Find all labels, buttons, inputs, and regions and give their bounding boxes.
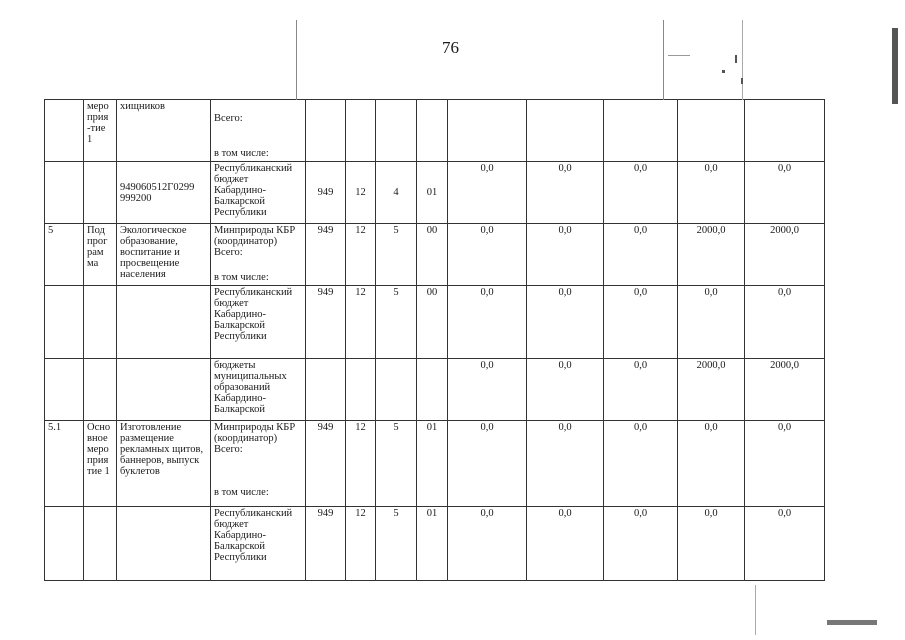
table-row [45,162,825,224]
cell-value: 0,0 [678,162,745,224]
cell-type: меро прия -тие 1 [84,100,117,162]
cell-type: Под прог рам ма [84,224,117,286]
cell-pr: 5 [376,224,417,286]
cell-pr [376,359,417,421]
cell-name: хищников [117,100,211,162]
cell-grbs: 949 [306,286,346,359]
source-line: в том числе: [214,487,269,498]
cell-value [745,100,825,162]
cell-value: 0,0 [604,286,678,359]
cell-value: 0,0 [745,507,825,581]
cell-pr: 5 [376,286,417,359]
cell-type [84,507,117,581]
cell-source: Республиканский бюджет Кабардино-Балкарской Республики [211,286,306,359]
scan-artifact-mark [827,620,877,625]
cell-value: 0,0 [527,507,604,581]
cell-name [117,507,211,581]
cell-vr: 01 [417,507,448,581]
cell-value: 0,0 [448,507,527,581]
table-row [45,224,825,286]
cell-value: 0,0 [448,224,527,286]
cell-type [84,359,117,421]
cell-grbs: 949 [306,507,346,581]
table-row [45,286,825,359]
scan-artifact-line [755,585,756,635]
cell-value: 0,0 [678,507,745,581]
cell-value: 0,0 [448,421,527,507]
cell-value: 0,0 [604,359,678,421]
cell-value: 0,0 [745,162,825,224]
cell-source: бюджеты муниципальных образований Кабардино-Балкарской [211,359,306,421]
cell-value: 0,0 [527,421,604,507]
cell-type: Осно вное меро прия тие 1 [84,421,117,507]
cell-value: 0,0 [527,286,604,359]
scan-artifact-mark [735,55,737,63]
cell-value: 0,0 [745,286,825,359]
cell-type [84,162,117,224]
cell-vr: 00 [417,224,448,286]
cell-no [45,162,84,224]
cell-value: 0,0 [678,421,745,507]
cell-name: Экологическое образование, воспитание и просвещение населения [117,224,211,286]
table-row [45,359,825,421]
cell-no [45,507,84,581]
cell-value [527,100,604,162]
cell-no: 5 [45,224,84,286]
cell-vr: 00 [417,286,448,359]
cell-rz [346,100,376,162]
cell-value: 0,0 [527,359,604,421]
cell-pr: 5 [376,421,417,507]
cell-no [45,286,84,359]
source-line: Минприроды КБР (координатор) Всего: [214,225,296,258]
cell-value: 2000,0 [745,224,825,286]
cell-value: 0,0 [678,286,745,359]
source-line: в том числе: [214,272,269,283]
cell-grbs: 949 [306,162,346,224]
cell-vr: 01 [417,421,448,507]
source-line: Всего: [214,113,243,124]
cell-value: 0,0 [448,286,527,359]
source-line: в том числе: [214,148,269,159]
budget-table [44,99,825,581]
cell-pr: 4 [376,162,417,224]
cell-grbs [306,359,346,421]
cell-source [211,224,306,286]
cell-value: 0,0 [448,162,527,224]
cell-name [117,359,211,421]
cell-value: 2000,0 [745,359,825,421]
cell-rz: 12 [346,162,376,224]
cell-source [211,100,306,162]
cell-pr: 5 [376,507,417,581]
scan-artifact-line [742,20,743,100]
cell-no [45,359,84,421]
cell-source: Республиканский бюджет Кабардино-Балкарской Республики [211,162,306,224]
cell-value: 0,0 [604,224,678,286]
cell-value: 0,0 [527,224,604,286]
table-row [45,507,825,581]
table-row [45,421,825,507]
cell-value: 0,0 [604,507,678,581]
cell-rz: 12 [346,421,376,507]
cell-grbs: 949 [306,224,346,286]
cell-value: 0,0 [745,421,825,507]
cell-name [117,286,211,359]
scan-artifact-line [296,20,297,100]
cell-source: Республиканский бюджет Кабардино-Балкарской Республики [211,507,306,581]
table-row [45,100,825,162]
cell-source [211,421,306,507]
cell-value: 2000,0 [678,224,745,286]
scan-artifact-mark [892,28,898,104]
cell-vr [417,100,448,162]
cell-pr [376,100,417,162]
source-line: Минприроды КБР (координатор) Всего: [214,422,296,455]
cell-value [448,100,527,162]
cell-value: 0,0 [448,359,527,421]
cell-name: 949060512Г0299 999200 [117,162,211,224]
cell-value [678,100,745,162]
cell-value: 0,0 [527,162,604,224]
cell-grbs [306,100,346,162]
cell-value [604,100,678,162]
cell-vr [417,359,448,421]
cell-value: 0,0 [604,162,678,224]
cell-name: Изготовление размещение рекламных щитов, баннеров, выпуск буклетов [117,421,211,507]
cell-vr: 01 [417,162,448,224]
cell-rz: 12 [346,286,376,359]
cell-type [84,286,117,359]
cell-value: 0,0 [604,421,678,507]
page-number: 76 [442,38,459,57]
cell-no [45,100,84,162]
scan-artifact-mark [722,70,725,73]
cell-value: 2000,0 [678,359,745,421]
cell-rz [346,359,376,421]
cell-no: 5.1 [45,421,84,507]
cell-rz: 12 [346,224,376,286]
cell-grbs: 949 [306,421,346,507]
scan-artifact-line [663,20,664,100]
cell-rz: 12 [346,507,376,581]
scan-artifact-line [668,55,690,56]
scan-artifact-mark [741,78,743,84]
